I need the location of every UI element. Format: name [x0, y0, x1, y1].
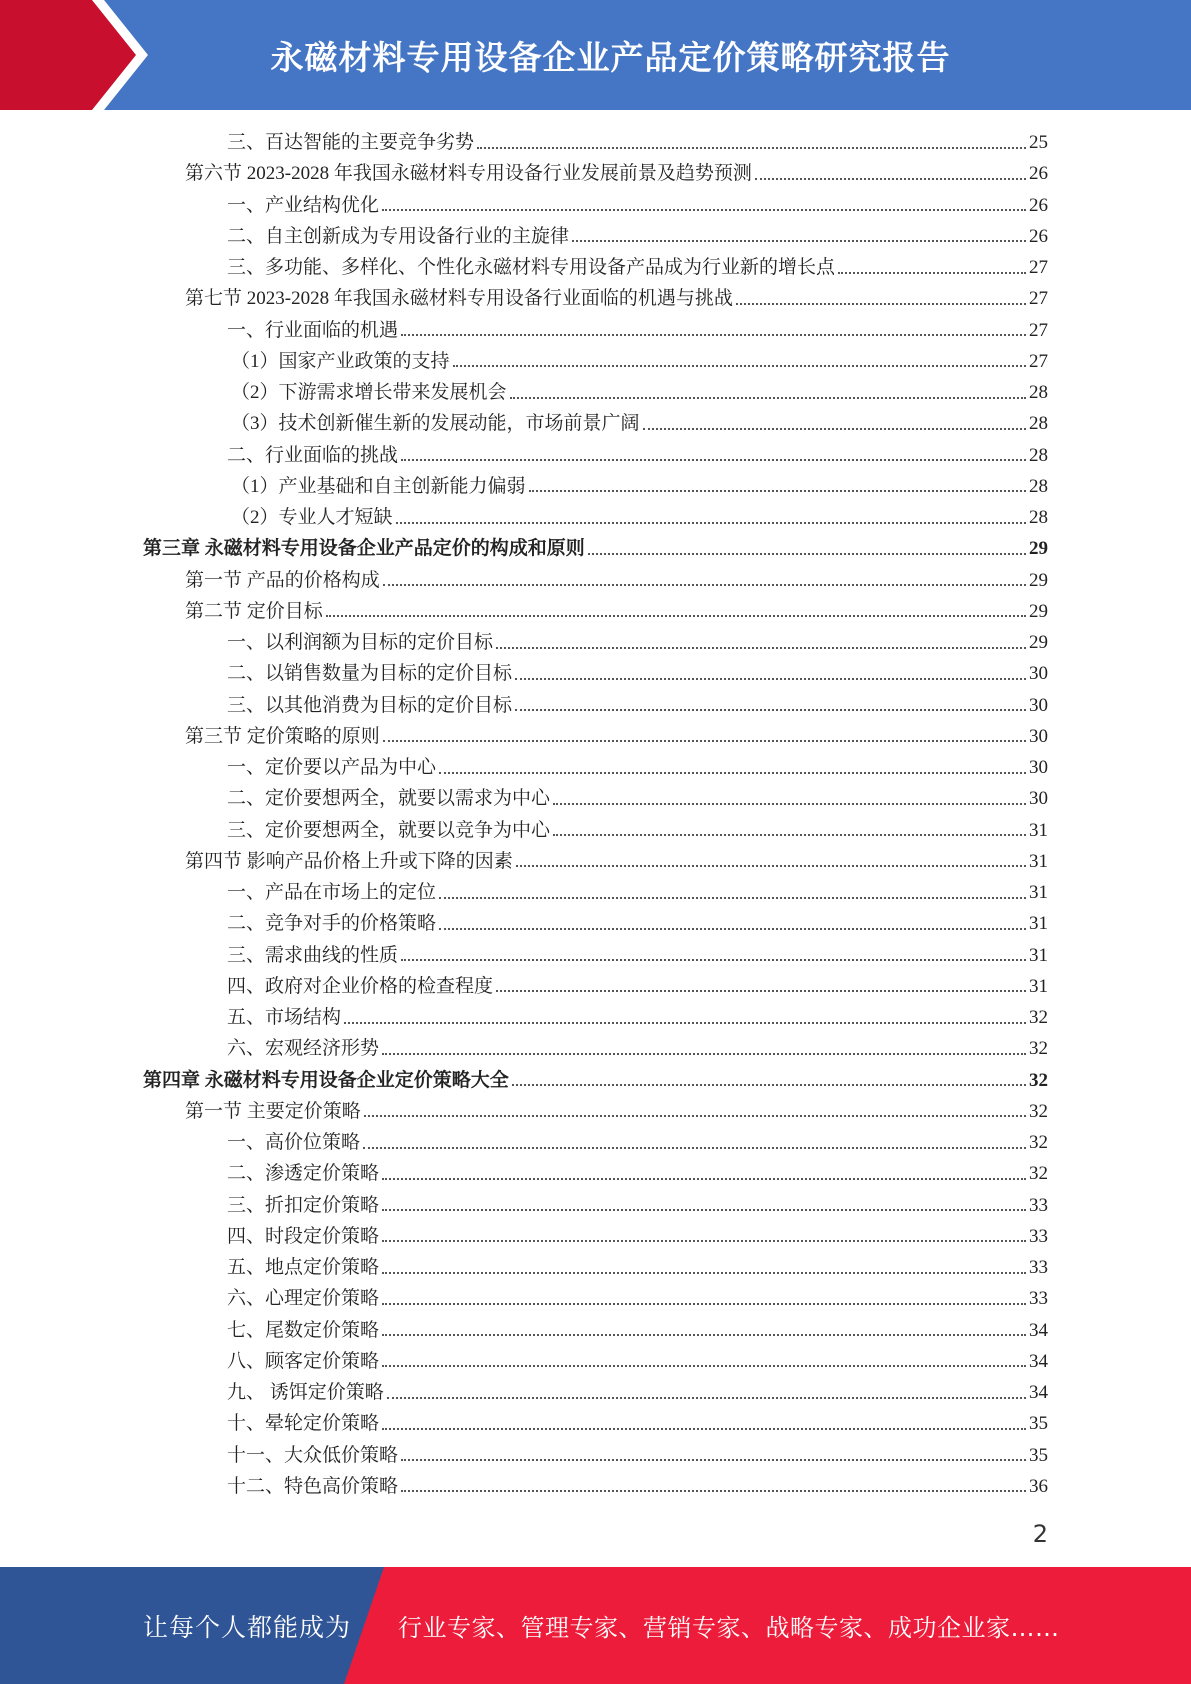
toc-entry[interactable] [0, 158, 1191, 189]
toc-entry-label: 三、以其他消费为目标的定价目标 [227, 694, 513, 716]
toc-entry-label: 十二、特色高价策略 [227, 1475, 399, 1497]
toc-entry[interactable] [0, 1283, 1191, 1314]
toc-entry-label: 七、尾数定价策略 [227, 1319, 380, 1341]
toc-entry-page: 25 [1029, 132, 1048, 154]
toc-entry-page: 34 [1029, 1350, 1048, 1372]
toc-entry-page: 32 [1029, 1100, 1048, 1122]
toc-entry[interactable] [0, 1158, 1191, 1189]
toc-entry[interactable] [0, 283, 1191, 314]
toc-entry[interactable] [0, 502, 1191, 533]
toc-entry-page: 30 [1029, 725, 1048, 747]
toc-entry-page: 26 [1029, 163, 1048, 185]
toc-dot-leader [512, 1084, 1026, 1086]
footer-slogan-left: 让每个人都能成为 [143, 1612, 352, 1642]
toc-entry-label: （2）下游需求增长带来发展机会 [231, 382, 507, 404]
toc-dot-leader [838, 272, 1026, 274]
toc-entry[interactable] [0, 1096, 1191, 1127]
toc-entry-page: 33 [1029, 1194, 1048, 1216]
toc-entry-label: 三、多功能、多样化、个性化永磁材料专用设备产品成为行业新的增长点 [227, 257, 836, 279]
footer-slogan-right: 行业专家、管理专家、营销专家、战略专家、成功企业家…… [398, 1614, 1060, 1642]
toc-entry-page: 35 [1029, 1413, 1048, 1435]
toc-entry-page: 35 [1029, 1444, 1048, 1466]
toc-entry-label: 九、 诱饵定价策略 [227, 1382, 384, 1404]
toc-dot-leader [382, 1053, 1026, 1055]
toc-entry-page: 28 [1029, 444, 1048, 466]
toc-entry-page: 27 [1029, 288, 1048, 310]
toc-entry-page: 33 [1029, 1257, 1048, 1279]
toc-entry-page: 34 [1029, 1319, 1048, 1341]
page-number: 2 [1032, 1520, 1048, 1548]
toc-entry-page: 34 [1029, 1382, 1048, 1404]
toc-entry-label: 第一节 产品的价格构成 [185, 569, 380, 591]
toc-entry-label: 四、政府对企业价格的检查程度 [227, 975, 494, 997]
toc-entry[interactable] [0, 721, 1191, 752]
toc-entry-label: 第三节 定价策略的原则 [185, 725, 380, 747]
toc-entry-label: 二、渗透定价策略 [227, 1163, 380, 1185]
toc-entry[interactable] [0, 658, 1191, 689]
toc-entry[interactable] [0, 408, 1191, 439]
toc-dot-leader [382, 1209, 1026, 1211]
toc-entry[interactable] [0, 1190, 1191, 1221]
toc-entry-page: 29 [1029, 632, 1048, 654]
toc-dot-leader [364, 1115, 1026, 1117]
toc-entry[interactable] [0, 346, 1191, 377]
toc-dot-leader [736, 303, 1026, 305]
toc-entry-page: 30 [1029, 788, 1048, 810]
toc-entry[interactable] [0, 877, 1191, 908]
toc-entry-label: 三、需求曲线的性质 [227, 944, 399, 966]
toc-entry[interactable] [0, 252, 1191, 283]
toc-entry[interactable] [0, 1252, 1191, 1283]
toc-dot-leader [401, 959, 1026, 961]
toc-entry-page: 31 [1029, 975, 1048, 997]
toc-entry-label: 十、晕轮定价策略 [227, 1413, 380, 1435]
toc-dot-leader [401, 334, 1026, 336]
toc-entry-label: 四、时段定价策略 [227, 1225, 380, 1247]
table-of-contents [0, 127, 1191, 1502]
toc-entry-label: 六、心理定价策略 [227, 1288, 380, 1310]
toc-entry[interactable] [0, 1471, 1191, 1502]
toc-entry-page: 32 [1029, 1007, 1048, 1029]
toc-entry[interactable] [0, 596, 1191, 627]
toc-entry-page: 31 [1029, 913, 1048, 935]
toc-entry-page: 28 [1029, 507, 1048, 529]
toc-entry-label: 一、行业面临的机遇 [227, 319, 399, 341]
toc-entry[interactable] [0, 471, 1191, 502]
toc-entry[interactable] [0, 971, 1191, 1002]
toc-entry-label: 八、顾客定价策略 [227, 1350, 380, 1372]
toc-entry[interactable] [0, 815, 1191, 846]
toc-dot-leader [496, 647, 1026, 649]
toc-dot-leader [383, 584, 1026, 586]
toc-entry-label: 一、高价位策略 [227, 1132, 361, 1154]
toc-entry-page: 28 [1029, 382, 1048, 404]
toc-entry-page: 29 [1029, 569, 1048, 591]
toc-dot-leader [553, 834, 1026, 836]
toc-entry-label: （1）国家产业政策的支持 [231, 350, 450, 372]
toc-dot-leader [553, 803, 1026, 805]
toc-entry-label: 二、以销售数量为目标的定价目标 [227, 663, 513, 685]
toc-entry-label: 十一、大众低价策略 [227, 1444, 399, 1466]
toc-dot-leader [396, 522, 1026, 524]
toc-entry[interactable] [0, 1440, 1191, 1471]
toc-dot-leader [382, 1240, 1026, 1242]
toc-dot-leader [515, 709, 1026, 711]
toc-entry[interactable] [0, 627, 1191, 658]
toc-dot-leader [572, 240, 1026, 242]
toc-entry[interactable] [0, 1377, 1191, 1408]
toc-entry[interactable] [0, 565, 1191, 596]
toc-dot-leader [453, 365, 1026, 367]
toc-entry-page: 31 [1029, 819, 1048, 841]
toc-entry[interactable] [0, 940, 1191, 971]
toc-entry-page: 29 [1029, 538, 1048, 560]
toc-entry-label: 二、竞争对手的价格策略 [227, 913, 437, 935]
toc-entry-page: 33 [1029, 1288, 1048, 1310]
toc-entry-page: 28 [1029, 475, 1048, 497]
toc-entry-label: 一、以利润额为目标的定价目标 [227, 632, 494, 654]
toc-dot-leader [382, 1178, 1026, 1180]
toc-entry[interactable] [0, 1065, 1191, 1096]
toc-dot-leader [382, 1303, 1026, 1305]
toc-dot-leader [401, 1459, 1026, 1461]
toc-dot-leader [439, 928, 1026, 930]
toc-entry[interactable] [0, 1408, 1191, 1439]
toc-entry-label: （2）专业人才短缺 [231, 507, 393, 529]
toc-entry-label: 第四节 影响产品价格上升或下降的因素 [185, 850, 513, 872]
toc-entry[interactable] [0, 533, 1191, 564]
toc-dot-leader [510, 397, 1026, 399]
page-header [0, 0, 1191, 110]
toc-entry-page: 30 [1029, 663, 1048, 685]
page-footer [0, 1567, 1191, 1684]
toc-entry-label: 三、定价要想两全，就要以竞争为中心 [227, 819, 551, 841]
toc-entry-label: 六、宏观经济形势 [227, 1038, 380, 1060]
toc-entry-page: 31 [1029, 944, 1048, 966]
toc-dot-leader [496, 990, 1026, 992]
toc-entry[interactable] [0, 440, 1191, 471]
toc-entry-label: 第六节 2023-2028 年我国永磁材料专用设备行业发展前景及趋势预测 [185, 163, 752, 185]
toc-entry-page: 26 [1029, 225, 1048, 247]
toc-entry-label: （3）技术创新催生新的发展动能，市场前景广阔 [231, 413, 640, 435]
toc-entry-label: 第一节 主要定价策略 [185, 1100, 361, 1122]
toc-dot-leader [382, 209, 1026, 211]
toc-entry-label: 五、地点定价策略 [227, 1257, 380, 1279]
toc-dot-leader [387, 1397, 1026, 1399]
toc-entry[interactable] [0, 315, 1191, 346]
toc-entry-page: 30 [1029, 694, 1048, 716]
toc-entry-page: 30 [1029, 757, 1048, 779]
toc-entry[interactable] [0, 783, 1191, 814]
toc-entry[interactable] [0, 1315, 1191, 1346]
toc-dot-leader [382, 1272, 1026, 1274]
toc-entry-label: 第四章 永磁材料专用设备企业定价策略大全 [143, 1069, 509, 1091]
toc-entry-label: 一、产品在市场上的定位 [227, 882, 437, 904]
toc-dot-leader [643, 428, 1026, 430]
toc-dot-leader [344, 1022, 1026, 1024]
toc-dot-leader [382, 1428, 1026, 1430]
toc-dot-leader [588, 553, 1026, 555]
toc-entry[interactable] [0, 1127, 1191, 1158]
toc-dot-leader [401, 459, 1026, 461]
toc-entry-page: 27 [1029, 350, 1048, 372]
toc-entry[interactable] [0, 846, 1191, 877]
toc-entry-page: 31 [1029, 850, 1048, 872]
toc-dot-leader [363, 1147, 1026, 1149]
toc-dot-leader [516, 865, 1026, 867]
toc-entry[interactable] [0, 1346, 1191, 1377]
toc-entry[interactable] [0, 1221, 1191, 1252]
toc-entry-page: 32 [1029, 1132, 1048, 1154]
toc-entry-label: 二、自主创新成为专用设备行业的主旋律 [227, 225, 570, 247]
toc-dot-leader [326, 615, 1026, 617]
toc-dot-leader [755, 178, 1026, 180]
toc-entry-page: 29 [1029, 600, 1048, 622]
toc-entry-label: 三、折扣定价策略 [227, 1194, 380, 1216]
toc-entry-label: （1）产业基础和自主创新能力偏弱 [231, 475, 526, 497]
toc-entry-label: 三、百达智能的主要竞争劣势 [227, 132, 475, 154]
toc-dot-leader [515, 678, 1026, 680]
toc-dot-leader [439, 772, 1026, 774]
toc-entry-page: 33 [1029, 1225, 1048, 1247]
toc-entry[interactable] [0, 1002, 1191, 1033]
toc-dot-leader [439, 897, 1026, 899]
toc-dot-leader [382, 1334, 1026, 1336]
report-title: 永磁材料专用设备企业产品定价策略研究报告 [270, 37, 951, 77]
toc-entry-label: 二、行业面临的挑战 [227, 444, 399, 466]
toc-dot-leader [383, 740, 1026, 742]
toc-entry[interactable] [0, 221, 1191, 252]
toc-entry[interactable] [0, 690, 1191, 721]
toc-entry-page: 26 [1029, 194, 1048, 216]
toc-entry[interactable] [0, 377, 1191, 408]
toc-entry[interactable] [0, 908, 1191, 939]
toc-entry-label: 第三章 永磁材料专用设备企业产品定价的构成和原则 [143, 538, 585, 560]
toc-entry[interactable] [0, 190, 1191, 221]
toc-dot-leader [382, 1365, 1026, 1367]
toc-entry-label: 一、定价要以产品为中心 [227, 757, 437, 779]
toc-entry-page: 27 [1029, 257, 1048, 279]
toc-entry-label: 五、市场结构 [227, 1007, 342, 1029]
toc-dot-leader [401, 1490, 1026, 1492]
toc-entry[interactable] [0, 752, 1191, 783]
toc-entry-page: 28 [1029, 413, 1048, 435]
toc-entry-page: 31 [1029, 882, 1048, 904]
toc-entry-label: 一、产业结构优化 [227, 194, 380, 216]
toc-entry[interactable] [0, 127, 1191, 158]
toc-entry-page: 32 [1029, 1163, 1048, 1185]
toc-entry-label: 第二节 定价目标 [185, 600, 323, 622]
toc-entry-label: 二、定价要想两全，就要以需求为中心 [227, 788, 551, 810]
toc-entry-page: 32 [1029, 1038, 1048, 1060]
toc-entry-page: 32 [1029, 1069, 1048, 1091]
toc-dot-leader [477, 147, 1026, 149]
toc-entry[interactable] [0, 1033, 1191, 1064]
toc-entry-page: 27 [1029, 319, 1048, 341]
toc-dot-leader [529, 490, 1026, 492]
toc-entry-label: 第七节 2023-2028 年我国永磁材料专用设备行业面临的机遇与挑战 [185, 288, 733, 310]
toc-entry-page: 36 [1029, 1475, 1048, 1497]
header-red-arrow-shape [0, 0, 150, 110]
